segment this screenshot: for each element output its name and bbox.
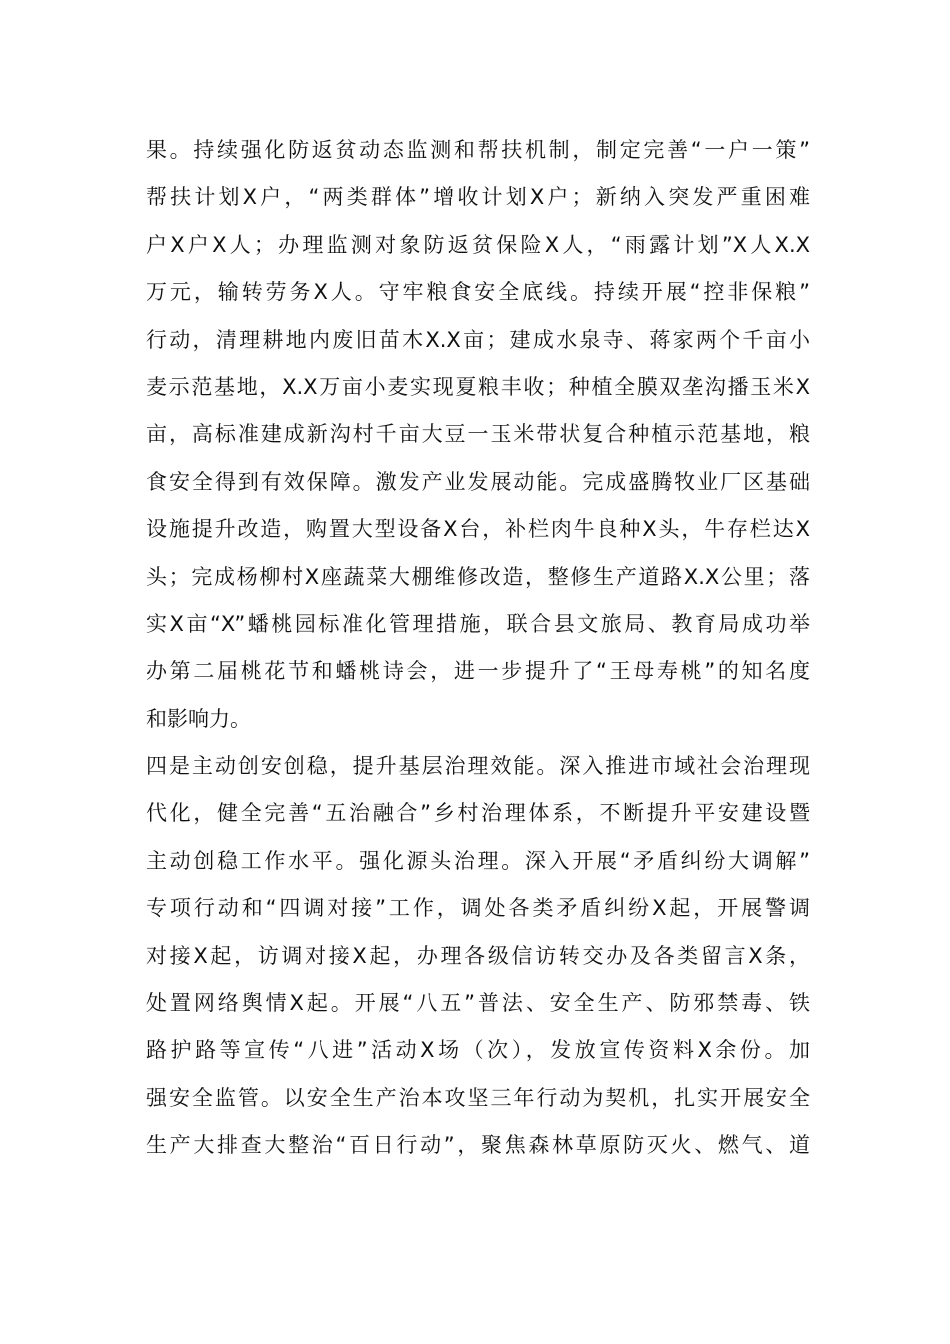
text-line: 麦示范基地，X.X万亩小麦实现夏粮丰收；种植全膜双垄沟播玉米X	[146, 374, 810, 399]
paragraph-last-line: 和影响力。	[146, 706, 251, 731]
text-line: 主动创稳工作水平。强化源头治理。深入开展“矛盾纠纷大调解”	[146, 848, 810, 873]
text-line: 处置网络舆情X起。开展“八五”普法、安全生产、防邪禁毒、铁	[146, 991, 810, 1016]
text-line: 四是主动创安创稳，提升基层治理效能。深入推进市域社会治理现	[146, 754, 810, 779]
text-line: 头；完成杨柳村X座蔬菜大棚维修改造，整修生产道路X.X公里；落	[146, 564, 810, 589]
document-body	[146, 127, 810, 1170]
text-line: 户X户X人；办理监测对象防返贫保险X人，“雨露计划”X人X.X	[146, 232, 810, 257]
text-line: 对接X起，访调对接X起，办理各级信访转交办及各类留言X条，	[146, 943, 810, 968]
text-line: 专项行动和“四调对接”工作，调处各类矛盾纠纷X起，开展警调	[146, 896, 810, 921]
text-line: 万元，输转劳务X人。守牢粮食安全底线。持续开展“控非保粮”	[146, 280, 810, 305]
text-line: 果。持续强化防返贫动态监测和帮扶机制，制定完善“一户一策”	[146, 138, 810, 162]
text-line: 食安全得到有效保障。激发产业发展动能。完成盛腾牧业厂区基础	[146, 469, 810, 494]
text-line: 行动，清理耕地内废旧苗木X.X亩；建成水泉寺、蒋家两个千亩小	[146, 327, 810, 352]
text-line: 强安全监管。以安全生产治本攻坚三年行动为契机，扎实开展安全	[146, 1085, 810, 1110]
text-line: 实X亩“X”蟠桃园标准化管理措施，联合县文旅局、教育局成功举	[146, 611, 810, 636]
text-line: 办第二届桃花节和蟠桃诗会，进一步提升了“王母寿桃”的知名度	[146, 659, 810, 684]
text-line: 路护路等宣传“八进”活动X场（次），发放宣传资料X余份。加	[146, 1038, 810, 1063]
text-line: 生产大排查大整治“百日行动”，聚焦森林草原防灭火、燃气、道	[146, 1133, 810, 1158]
text-line: 代化，健全完善“五治融合”乡村治理体系，不断提升平安建设暨	[146, 801, 810, 826]
text-line: 设施提升改造，购置大型设备X台，补栏肉牛良种X头，牛存栏达X	[146, 517, 810, 542]
text-line: 亩，高标准建成新沟村千亩大豆一玉米带状复合种植示范基地，粮	[146, 422, 810, 447]
text-line: 帮扶计划X户，“两类群体”增收计划X户；新纳入突发严重困难	[146, 185, 810, 210]
